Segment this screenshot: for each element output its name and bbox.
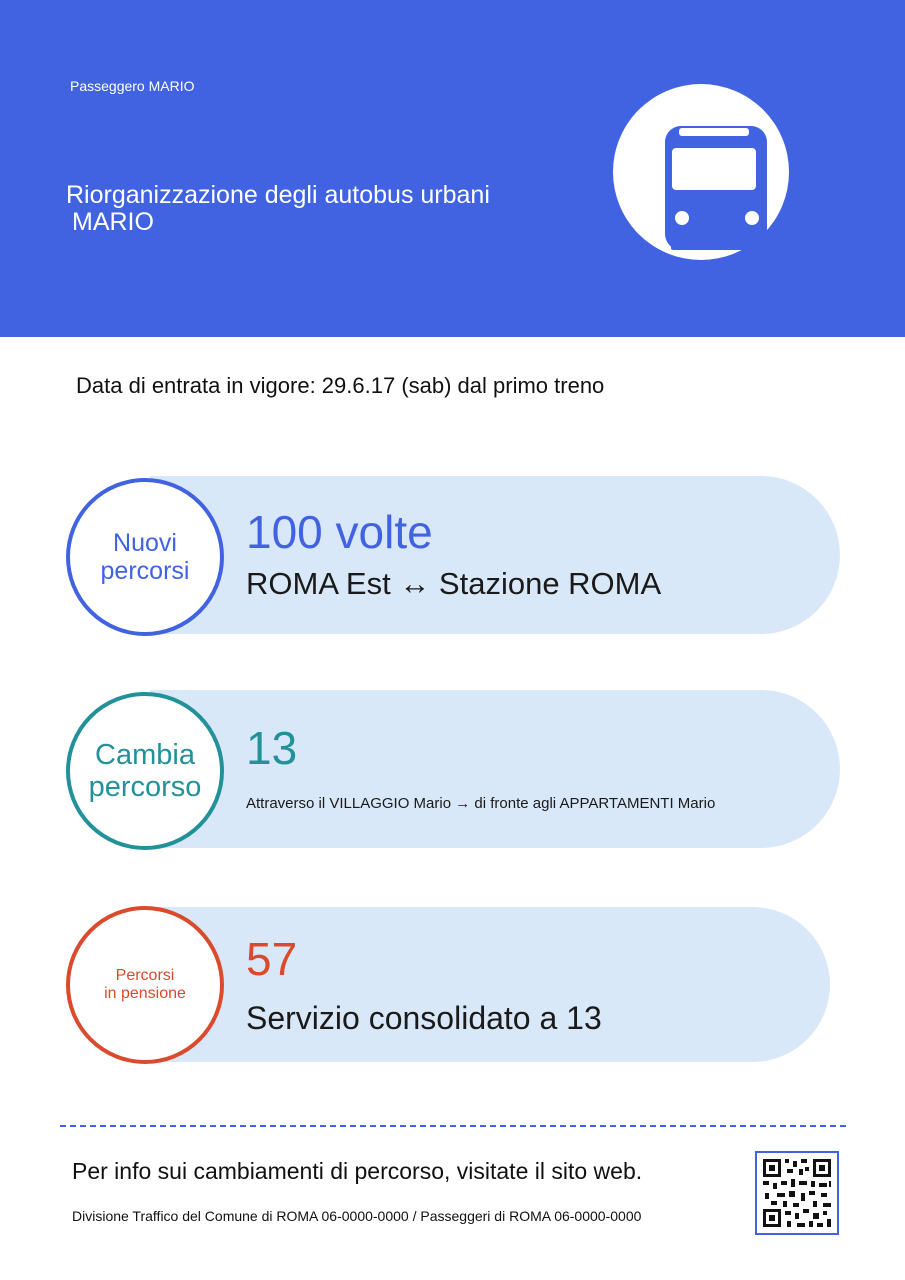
bus-icon — [613, 84, 789, 260]
header-banner — [0, 0, 905, 337]
retired-routes-label-1: Percorsi — [115, 967, 175, 984]
retired-routes-badge — [66, 906, 224, 1064]
page-title — [66, 182, 490, 236]
changed-route-label-2: percorso — [88, 771, 202, 803]
retired-routes-label-2: in pensione — [104, 985, 186, 1002]
new-routes-description: ROMA Est ↔ Stazione ROMA — [246, 566, 662, 601]
title-line-1: Riorganizzazione degli autobus urbani — [66, 181, 490, 209]
changed-route-label-1: Cambia — [95, 739, 195, 771]
title-line-2: MARIO — [72, 208, 154, 236]
passenger-label: Passeggero MARIO — [70, 78, 195, 94]
new-routes-label-1: Nuovi — [113, 529, 177, 557]
changed-route-badge — [66, 692, 224, 850]
retired-routes-number: 57 — [246, 933, 298, 985]
changed-route-description: Attraverso il VILLAGGIO Mario → di fronte agli APPARTAMENTI Mario — [246, 795, 716, 812]
new-routes-label-2: percorsi — [100, 557, 190, 585]
qr-code[interactable] — [755, 1151, 839, 1235]
footer-divider — [60, 1125, 846, 1127]
new-routes-number: 100 volte — [246, 506, 433, 558]
new-routes-badge — [66, 478, 224, 636]
changed-route-number: 13 — [246, 722, 298, 774]
qr-code-icon — [757, 1153, 837, 1233]
effective-date: Data di entrata in vigore: 29.6.17 (sab) dal primo treno — [76, 373, 605, 398]
retired-routes-description: Servizio consolidato a 13 — [246, 1000, 602, 1036]
info-text: Per info sui cambiamenti di percorso, visitate il sito web. — [72, 1158, 643, 1184]
contact-text: Divisione Traffico del Comune di ROMA 06-0000-0000 / Passeggeri di ROMA 06-0000-0000 — [72, 1208, 642, 1224]
bus-badge — [613, 84, 789, 260]
